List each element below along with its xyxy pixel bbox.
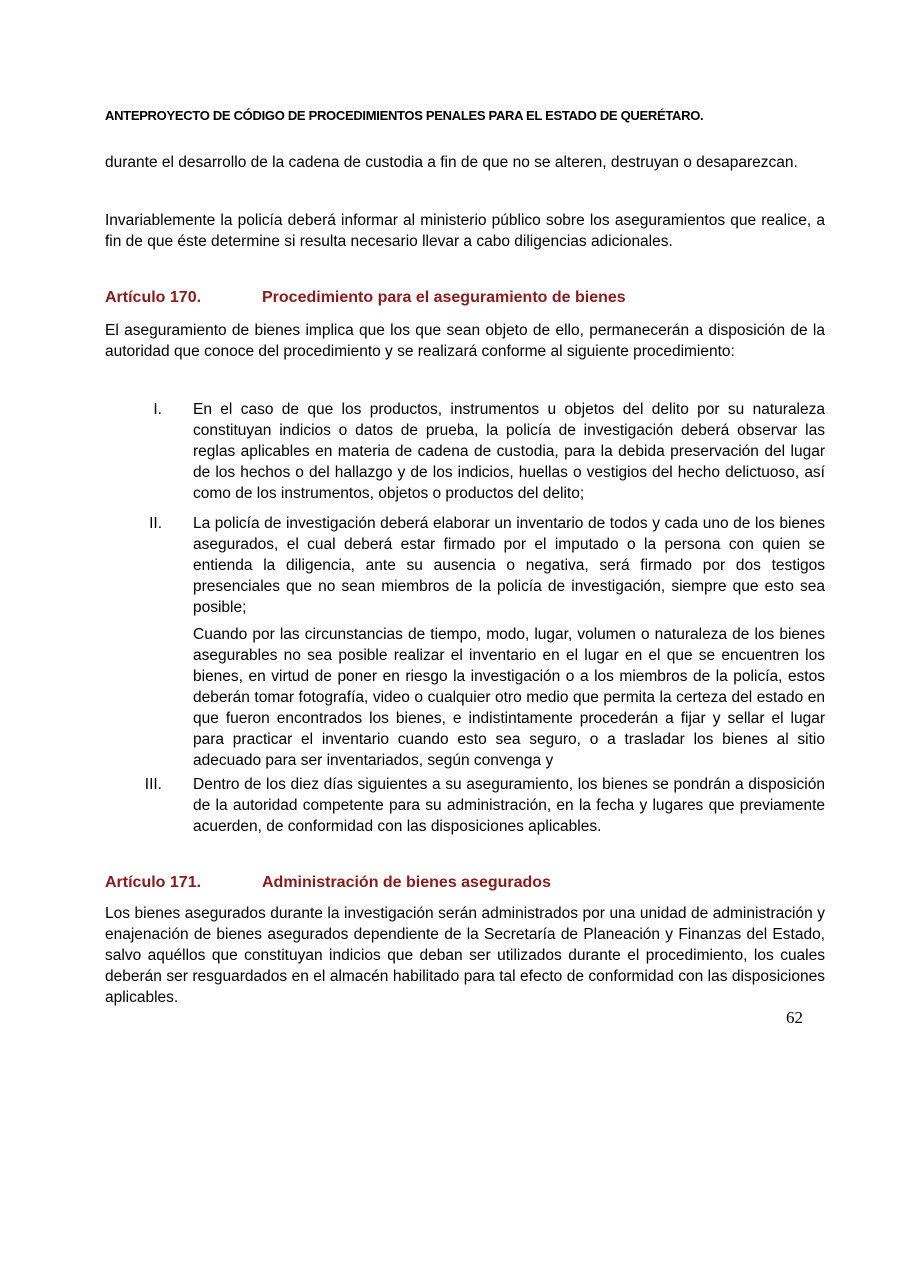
list-item-I-content bbox=[193, 399, 825, 504]
list-item-III bbox=[105, 774, 825, 837]
article-171-heading bbox=[105, 873, 825, 893]
list-item-I-text: En el caso de que los productos, instrumentos u objetos del delito por su naturaleza constituyan indicios o datos de prueba, la policía de investigación deberá observar las reglas aplicables en materia de cadena de custodia, para la debida preservación del lugar de los hechos o del hallazgo y de los indicios, huellas o vestigios del hecho delictuoso, así como de los instrumentos, objetos o productos del delito; bbox=[193, 401, 825, 502]
article-170-title: Procedimiento para el aseguramiento de bienes bbox=[262, 289, 626, 306]
roman-numeral-list bbox=[105, 399, 825, 837]
article-170-number: Artículo 170. bbox=[105, 289, 202, 306]
numeral-I: I. bbox=[153, 401, 162, 418]
page-number: 62 bbox=[786, 1008, 803, 1027]
list-item-II-text: La policía de investigación deberá elaborar un inventario de todos y cada uno de los bienes asegurados, el cual deberá estar firmado por el imputado o la persona con quien se entienda la diligencia, ante su ausencia o negativa, será firmado por dos testigos presenciales que no sean miembros de la policía de investigación, siempre que esto sea posible; bbox=[193, 515, 825, 616]
list-item-II-content bbox=[193, 513, 825, 771]
list-item-II bbox=[105, 513, 825, 771]
article-170-intro: El aseguramiento de bienes implica que los que sean objeto de ello, permanecerán a disposición de la autoridad que conoce del procedimiento y se realizará conforme al siguiente procedimiento: bbox=[105, 322, 825, 360]
list-item-II-continuation: Cuando por las circunstancias de tiempo, modo, lugar, volumen o naturaleza de los bienes asegurables no sea posible realizar el inventario en el lugar en el que se encuentren los bienes, en virtud de poner en riesgo la investigación o a los miembros de la policía, estos deberán tomar fotografía, video o cualquier otro medio que permita la certeza del estado en que fueron encontrados los bienes, e indistintamente procederán a fijar y sellar el lugar para practicar el inventario cuando esto sea seguro, o a trasladar los bienes al sitio adecuado para ser inventariados, según convenga y bbox=[193, 626, 825, 769]
paragraph-cadena-custodia: durante el desarrollo de la cadena de custodia a fin de que no se alteren, destruyan o desaparezcan. bbox=[105, 154, 798, 171]
article-171-number: Artículo 171. bbox=[105, 874, 202, 891]
article-171-title: Administración de bienes asegurados bbox=[262, 874, 551, 891]
numeral-II: II. bbox=[149, 515, 162, 532]
list-item-III-text: Dentro de los diez días siguientes a su aseguramiento, los bienes se pondrán a disposición de la autoridad competente para su administración, en la fecha y lugares que previamente acuerden, de conformidad con las disposiciones aplicables. bbox=[193, 776, 825, 835]
list-item-I bbox=[105, 399, 825, 504]
article-171-body: Los bienes asegurados durante la investigación serán administrados por una unidad de administración y enajenación de bienes asegurados dependiente de la Secretaría de Planeación y Finanzas del Estado, salvo aquéllos que constituyan indicios que deban ser utilizados durante el procedimiento, los cuales deberán ser resguardados en el almacén habilitado para tal efecto de conformidad con las disposiciones aplicables. bbox=[105, 905, 825, 1006]
paragraph-invariablemente: Invariablemente la policía deberá informar al ministerio público sobre los aseguramientos que realice, a fin de que éste determine si resulta necesario llevar a cabo diligencias adicionales. bbox=[105, 212, 825, 250]
list-item-III-content bbox=[193, 774, 825, 837]
running-header: ANTEPROYECTO DE CÓDIGO DE PROCEDIMIENTOS PENALES PARA EL ESTADO DE QUERÉTARO. bbox=[105, 108, 704, 123]
article-170-heading bbox=[105, 288, 825, 308]
numeral-III: III. bbox=[144, 776, 162, 793]
